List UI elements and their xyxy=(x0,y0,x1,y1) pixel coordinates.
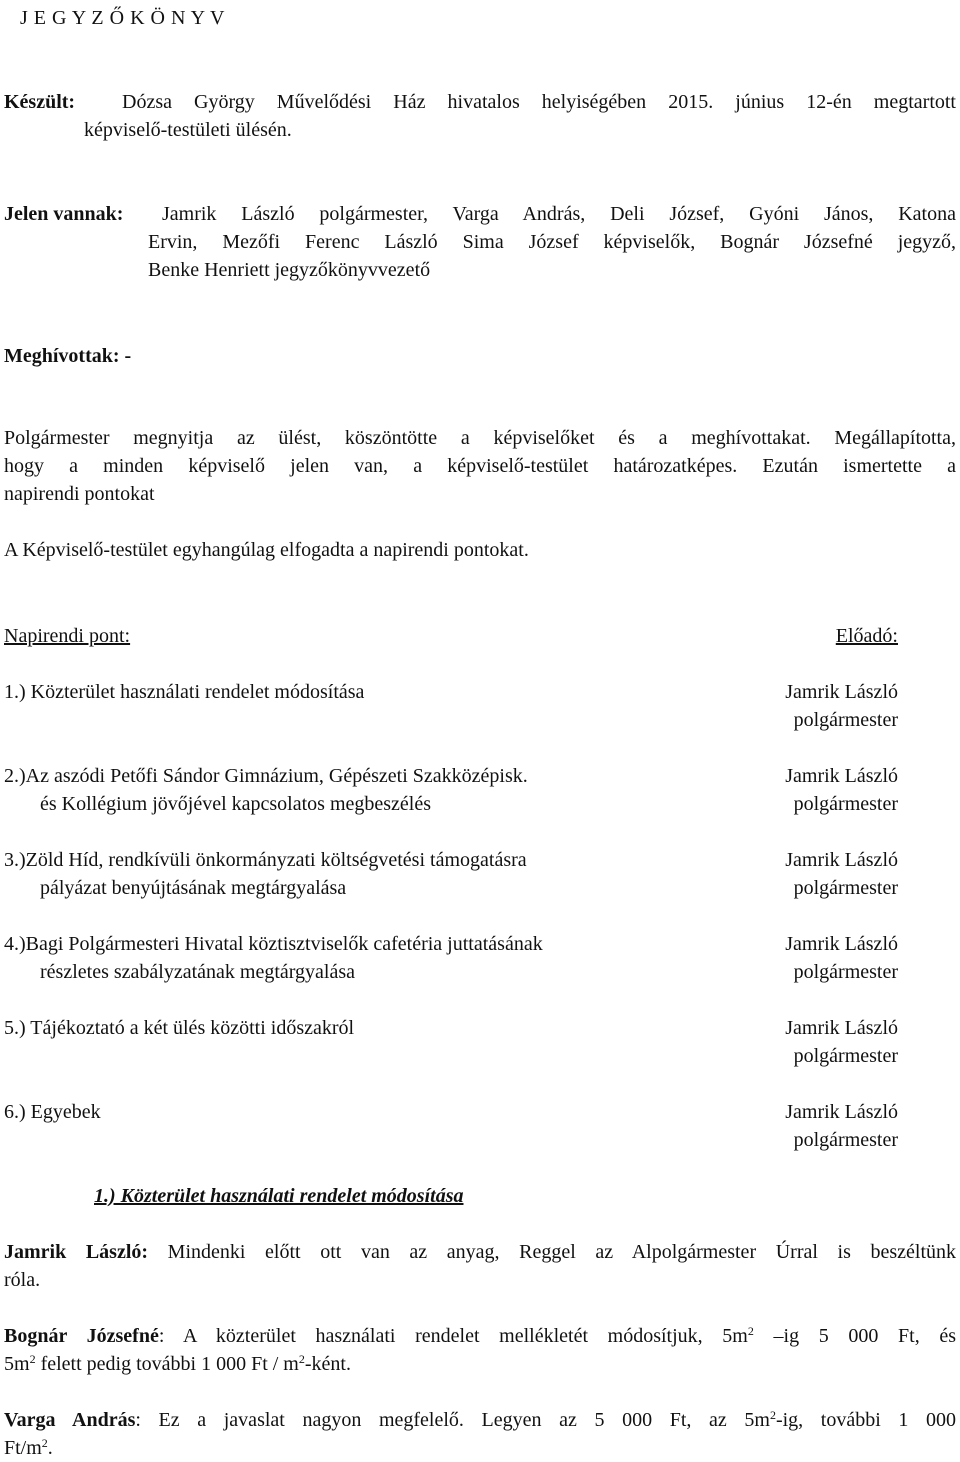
speech-jamrik xyxy=(4,1238,956,1294)
agenda-item-3-text: 3.)Zöld Híd, rendkívüli önkormányzati költségvetési támogatásra xyxy=(4,849,527,871)
speaker-bognar: Bognár Józsefné xyxy=(4,1325,159,1347)
keszult-label: Készült: xyxy=(4,91,76,113)
jelen-line-2 xyxy=(0,228,960,256)
agenda-item-3-text-2: pályázat benyújtásának megtárgyalása xyxy=(40,877,347,899)
agenda-item-6 xyxy=(0,1098,960,1126)
agenda-item-5-sub xyxy=(0,1042,960,1070)
agenda-item-4-text-2: részletes szabályzatának megtárgyalása xyxy=(40,961,356,983)
intro-paragraph xyxy=(4,424,956,508)
agenda-item-5-presenter: Jamrik László xyxy=(785,1017,898,1039)
agenda-item-4-presenter-title: polgármester xyxy=(793,961,898,983)
speech-bognar xyxy=(4,1322,956,1378)
meghivottak-label: Meghívottak: xyxy=(4,345,120,367)
jelen-text-3: Benke Henriett jegyzőkönyvvezető xyxy=(148,259,431,281)
agenda-item-4-text: 4.)Bagi Polgármesteri Hivatal köztisztviselők cafetéria juttatásának xyxy=(4,933,543,955)
keszult-line-1 xyxy=(0,88,960,116)
speaker-jamrik: Jamrik László: xyxy=(4,1241,149,1263)
intro-line-3: napirendi pontokat xyxy=(4,483,155,505)
agenda-item-6-text: 6.) Egyebek xyxy=(4,1101,101,1123)
agenda-item-2-text-2: és Kollégium jövőjével kapcsolatos megbeszélés xyxy=(40,793,432,815)
agenda-item-2 xyxy=(0,762,960,790)
agenda-item-1 xyxy=(0,678,960,706)
jelen-line-3 xyxy=(0,256,960,284)
agenda-item-4-sub xyxy=(0,958,960,986)
document-title: J E G Y Z Ő K Ö N Y V xyxy=(20,7,225,29)
meghivottak-line xyxy=(0,342,960,370)
agenda-item-6-presenter-title: polgármester xyxy=(793,1129,898,1151)
speech-varga-line-1: Varga András: Ez a javaslat nagyon megfelelő. Legyen az 5 000 Ft, az $5m^2-ig$, további 1 000 xyxy=(4,1408,957,1431)
agenda-item-4 xyxy=(0,930,960,958)
agenda-item-1-presenter-title: polgármester xyxy=(793,709,898,731)
agenda-item-5-presenter-title: polgármester xyxy=(793,1045,898,1067)
section-1-title: 1.) Közterület használati rendelet módosítása xyxy=(94,1185,464,1207)
agenda-item-1-text: 1.) Közterület használati rendelet módosítása xyxy=(4,681,365,703)
agenda-item-3 xyxy=(0,846,960,874)
agenda-item-2-presenter: Jamrik László xyxy=(785,765,898,787)
agenda-header-right: Előadó: xyxy=(835,625,898,647)
jelen-label: Jelen vannak: xyxy=(4,203,124,225)
speech-jamrik-line-1: Jamrik László: Mindenki előtt ott van az anyag, Reggel az Alpolgármester Úrral is beszéltünk xyxy=(4,1241,957,1263)
agenda-item-5-text: 5.) Tájékoztató a két ülés közötti időszakról xyxy=(4,1017,355,1039)
section-1-heading xyxy=(0,1182,960,1210)
agenda-item-2-sub xyxy=(0,790,960,818)
jelen-text-2: Ervin, Mezőfi Ferenc László Sima József képviselők, Bognár Józsefné jegyző, xyxy=(148,231,956,253)
speech-bognar-line-2: $5m^2$ felett pedig további 1 000 Ft / $m^2$-ként. xyxy=(4,1352,351,1375)
agenda-item-2-presenter-title: polgármester xyxy=(793,793,898,815)
agenda-item-3-presenter: Jamrik László xyxy=(785,849,898,871)
keszult-line-2 xyxy=(0,116,960,144)
agenda-item-5 xyxy=(0,1014,960,1042)
agenda-item-4-presenter: Jamrik László xyxy=(785,933,898,955)
elfogadta-text: A Képviselő-testület egyhangúlag elfogadta a napirendi pontokat. xyxy=(4,539,529,561)
agenda-item-1-sub xyxy=(0,706,960,734)
agenda-header-left: Napirendi pont: xyxy=(4,625,131,647)
agenda-item-2-text: 2.)Az aszódi Petőfi Sándor Gimnázium, Gépészeti Szakközépisk. xyxy=(4,765,528,787)
speech-jamrik-line-2: róla. xyxy=(4,1269,41,1291)
speech-varga xyxy=(4,1406,956,1462)
jelen-text-1: Jamrik László polgármester, Varga András, Deli József, Gyóni János, Katona xyxy=(162,203,956,225)
agenda-item-1-presenter: Jamrik László xyxy=(785,681,898,703)
agenda-item-6-presenter: Jamrik László xyxy=(785,1101,898,1123)
intro-line-2: hogy a minden képviselő jelen van, a képviselő-testület határozatképes. Ezután ismertette a xyxy=(4,455,956,477)
keszult-text-2: képviselő-testületi ülésén. xyxy=(84,119,292,141)
agenda-item-3-sub xyxy=(0,874,960,902)
speaker-varga: Varga András xyxy=(4,1409,136,1431)
keszult-text-1: Dózsa György Művelődési Ház hivatalos helyiségében 2015. június 12-én megtartott xyxy=(122,91,956,113)
agenda-header xyxy=(0,622,960,650)
meghivottak-value: - xyxy=(124,345,132,367)
intro-line-1: Polgármester megnyitja az ülést, köszöntötte a képviselőket és a meghívottakat. Megállapította, xyxy=(4,427,956,449)
elfogadta-line xyxy=(0,536,960,564)
speech-varga-line-2: $Ft/m^2$. xyxy=(4,1436,53,1459)
agenda-item-3-presenter-title: polgármester xyxy=(793,877,898,899)
jelen-line-1 xyxy=(0,200,960,228)
agenda-item-6-sub xyxy=(0,1126,960,1154)
speech-bognar-line-1: Bognár Józsefné: A közterület használati rendelet mellékletét módosítjuk, $5m^2$ –ig 5 000 Ft, és xyxy=(4,1324,956,1347)
